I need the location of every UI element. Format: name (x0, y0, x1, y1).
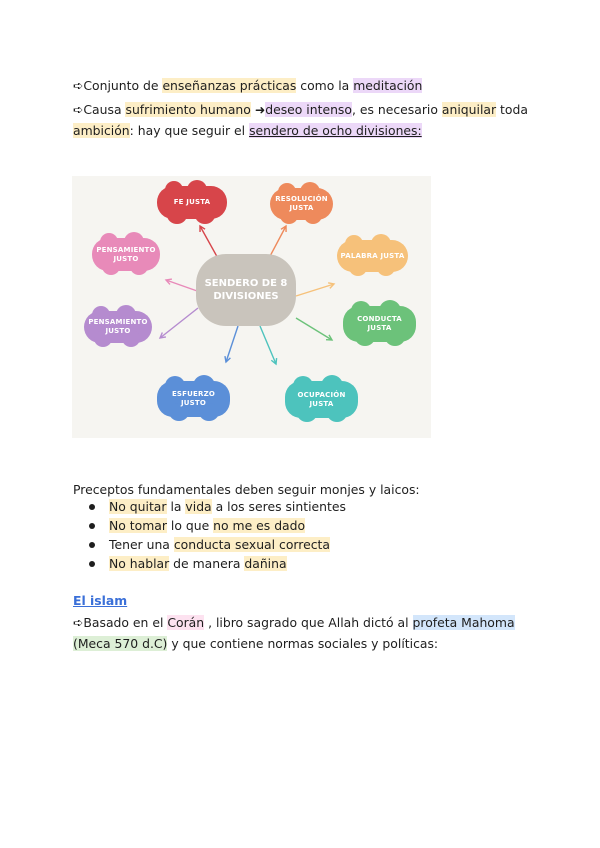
highlight-meca: (Meca 570 d.C) (73, 636, 168, 651)
highlight: conducta sexual correcta (173, 537, 331, 552)
bullet-icon (89, 523, 95, 529)
highlight-sufrimiento: sufrimiento humano (125, 102, 251, 117)
text: Conjunto de (83, 78, 163, 93)
node-ocupacion-justa (285, 381, 358, 418)
highlight: No hablar (109, 556, 170, 571)
text: : hay que seguir el (129, 123, 250, 138)
highlight-sendero: sendero de ocho divisiones: (249, 123, 422, 138)
node-esfuerzo-justo (157, 381, 230, 417)
node-label: CONDUCTA JUSTA (357, 315, 402, 332)
arrow-icon: ➪ (73, 102, 84, 117)
text: , libro sagrado que Allah dictó al (204, 615, 413, 630)
text: y que contiene normas sociales y políticas: (167, 636, 439, 651)
center-label: SENDERO DE 8 DIVISIONES (204, 278, 288, 302)
intro-line-1 (73, 77, 422, 94)
node-label: ESFUERZO JUSTO (171, 390, 216, 407)
islam-heading-link[interactable]: El islam (73, 593, 128, 608)
right-arrow-icon: ➜ (250, 102, 266, 117)
text: Causa (83, 102, 126, 117)
text: Tener una (109, 537, 174, 552)
text: la (166, 499, 186, 514)
mind-map-center (196, 254, 296, 326)
precepto-item-3 (109, 536, 330, 553)
node-label: PENSAMIENTO JUSTO (96, 245, 156, 263)
node-label: OCUPACIÓN JUSTA (297, 390, 346, 408)
node-fe-justa (157, 186, 227, 219)
text: , es necesario (351, 102, 442, 117)
text: lo que (166, 518, 214, 533)
node-label: FE JUSTA (173, 198, 211, 206)
islam-line-1 (73, 614, 515, 631)
highlight: No quitar (109, 499, 167, 514)
highlight-deseo: deseo intenso (265, 102, 352, 117)
node-pensamiento-justo-2 (84, 311, 152, 343)
highlight-meditacion: meditación (353, 78, 423, 93)
text: de manera (169, 556, 245, 571)
node-label: PENSAMIENTO JUSTO (88, 318, 148, 335)
islam-line-2 (73, 635, 438, 652)
highlight: vida (185, 499, 212, 514)
node-label: RESOLUCIÓN JUSTA (275, 195, 328, 212)
highlight: no me es dado (213, 518, 306, 533)
highlight-ensenanzas: enseñanzas prácticas (162, 78, 297, 93)
highlight-profeta: profeta Mahoma (412, 615, 515, 630)
highlight: No tomar (109, 518, 167, 533)
arrow-icon: ➪ (73, 615, 84, 630)
highlight-aniquilar: aniquilar (441, 102, 497, 117)
text: como la (296, 78, 354, 93)
highlight-ambicion: ambición (73, 123, 130, 138)
node-resolucion-justa (270, 188, 333, 220)
bullet-icon (89, 504, 95, 510)
precepto-item-4 (109, 555, 287, 572)
node-palabra-justa (337, 240, 408, 272)
node-pensamiento-justo (92, 238, 160, 271)
preceptos-title: Preceptos fundamentales deben seguir monjes y laicos: (73, 482, 420, 497)
precepto-item-2 (109, 517, 305, 534)
arrow-icon: ➪ (73, 78, 84, 93)
highlight-coran: Corán (167, 615, 205, 630)
precepto-item-1 (109, 498, 346, 515)
text: toda (496, 102, 528, 117)
highlight: dañina (244, 556, 287, 571)
node-conducta-justa (343, 306, 416, 342)
text: Basado en el (83, 615, 168, 630)
intro-line-3 (73, 122, 422, 139)
bullet-icon (89, 561, 95, 567)
text: a los seres sintientes (211, 499, 346, 514)
bullet-icon (89, 542, 95, 548)
node-label: PALABRA JUSTA (340, 251, 405, 260)
intro-line-2 (73, 101, 528, 118)
